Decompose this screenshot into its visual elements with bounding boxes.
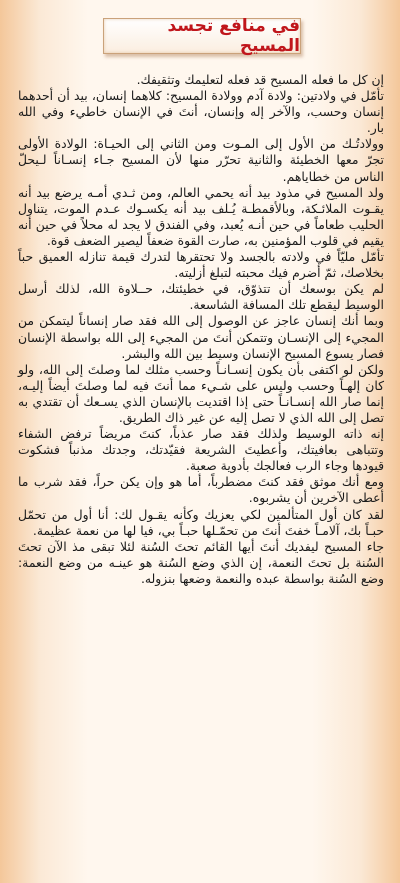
paragraph: لم يكن بوسعك أن تتذوّق، في خطيئتك، حــلاوة الله، لذلك أرسل الوسيط ليقطع تلك المسافة الشاسعة.: [18, 281, 384, 313]
paragraph: ومع أنك موثق فقد كنتَ مضطرباً، أما هو وإن يكن حراً، فقد شرب ما أعطى الآخرين أن يشربوه.: [18, 474, 384, 506]
title-box: [103, 18, 301, 54]
page-title: في منافع تجسد المسيح: [167, 16, 300, 56]
paragraph: وولادتُـك من الأول إلى المـوت ومن الثاني إلى الحيـاة: الولادة الأولى تجرّ معها الخطيئة والثانية تحرّر منها لأن المسيح جـاء إنسـاناً لـيحلّ الناس من خطاياهم.: [18, 136, 384, 184]
paragraph: إن كل ما فعله المسيح قد فعله لتعليمك وتثقيفك.: [136, 72, 384, 87]
paragraph: وبما أنك إنسان عاجز عن الوصول إلى الله فقد صار إنساناً ليتمكن من المجيء إلى الإنسـان وتتمكن أنتَ من المجيء إلى الله بواسطة الإنسان فصار يسوع المسيح الإنسان وسيط بين الله والبشر.: [18, 313, 384, 361]
paragraph: جاء المسيح ليفديك أنتَ أيها القائم تحتَ السُنة لئلا تبقى مذ الآن تحتَ السُنة بل تحتَ النعمة، إن الذي وضع السُنة هو عينـه من وضع النعمة: وضع السُنة بواسطة عبده والنعمة وضعها بنزوله.: [18, 538, 384, 586]
paragraph: تأمّل مليّاً في ولادته بالجسد ولا تحتقرها لتدرك قيمة تنازله العميق حباً بخلاصك، ثمّ أضرم فيك محبته لتبلغ أزليته.: [18, 249, 384, 281]
paragraph: تأمّل في ولادتين: ولادة آدم وولادة المسيح: كلاهما إنسان، بيد أن أحدهما إنسان وحسب، والآخر إله وإنسان، أنتَ في الإنسان خاطيء وفي الله بار.: [18, 88, 384, 136]
paragraph: ولد المسيح في مذود بيد أنه يحمي العالم، ومن ثـدي أمـه يرضع بيد أنه يقـوت الملائـكة، وبالأقمطـة يُـلف بيد أنه يكسـوك عـدم الموت، يتناول الحليب طعاماً في حين أنـه يُعبد، وفي الفندق لا يجد له محلاً في حين أنه يقيم في قلوب المؤمنين به، صارت القوة ضعفاً ليصير الضعف قوة.: [18, 184, 384, 248]
paragraph: إنه ذاته الوسيط ولذلك فقد صار عذباً، كنتَ مريضاً ترفض الشفاء وتتباهى بعافيتك، وأعطيتَ الشريعة فقيّدتك، وجدتك مذنباً فشكوت قيودها وجاء الرب فعالجك بأدوية صعبة.: [18, 426, 384, 474]
article-body: [18, 72, 384, 587]
paragraph: ولكن لو اكتفى بأن يكون إنسـانـاً وحسب مثلك لما وصلتَ إلى الله، ولو كان إلهـاً وحسب وليس على شـيء مما أنتَ فيه لما وصلتَ أيضاً إليـه، إنما صار الله إنسـانـاً حتى إذا اقتديت بالإنسان الذي يسـعك أن تقتدي به تصل إلى الله الذي لا تصل إليه عن غير ذاك الطريق.: [18, 361, 384, 425]
paragraph: لقد كان أول المتألمين لكي يعزيك وكأنه يقـول لك: أنا أول من تحمّل حبـاً بك، آلامـاً خفتَ أنتَ من تحمّـلها حبـاً بي، فيا لها من نعمة عظيمة.: [18, 506, 384, 538]
